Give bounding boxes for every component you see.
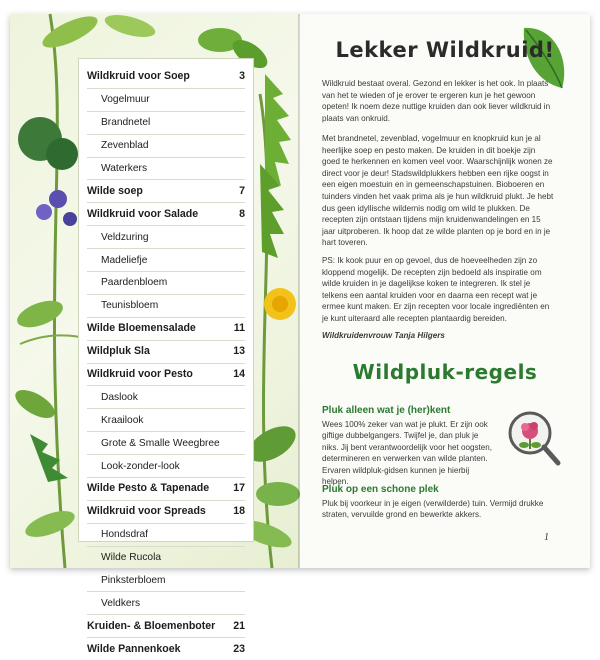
intro-paragraph-1: Wildkruid bestaat overal. Gezond en lekker is het ook. In plaats van het te wieden of je erover te ergeren kun je het gewoon opeten! Ik noem deze nuttige kruiden dan ook liever wildkruid in plaats van onkruid.	[322, 79, 551, 123]
page-number: 1	[544, 532, 549, 543]
toc-entry	[87, 271, 245, 294]
table-of-contents	[78, 58, 254, 655]
toc-entry	[87, 569, 245, 592]
open-booklet	[10, 14, 590, 655]
toc-entry-title: Pinksterbloem	[101, 575, 166, 587]
right-page	[300, 14, 590, 568]
toc-entry-title: Wilde Bloemensalade	[87, 322, 196, 335]
toc-entry-title: Wilde Rucola	[101, 552, 162, 564]
toc-entry-page: 23	[233, 642, 245, 655]
toc-entry-title: Wilde Pesto & Tapenade	[87, 482, 210, 495]
toc-entry-page: 21	[233, 619, 245, 632]
toc-entry	[87, 637, 245, 660]
toc-entry	[87, 248, 245, 271]
toc-entry	[87, 408, 245, 431]
toc-entry	[87, 111, 245, 134]
toc-entry-title: Vogelmuur	[101, 94, 150, 106]
toc-entry	[87, 317, 245, 340]
toc-entry	[87, 500, 245, 523]
left-page	[10, 14, 300, 655]
toc-entry-title: Waterkers	[101, 163, 148, 174]
toc-entry	[87, 66, 245, 88]
toc-entry-page: 7	[239, 184, 245, 197]
toc-entry-title: Wildkruid voor Pesto	[87, 368, 193, 381]
author-signature: Wildkruidenvrouw Tanja Hilgers	[322, 331, 445, 340]
toc-entry-page: 8	[239, 207, 245, 220]
intro-paragraph-2: Met brandnetel, zevenblad, vogelmuur en knopkruid kun je al heerlijke soep en pesto maken. De kruiden in dit boekje zijn goed te herkennen en komen veel voor. Waarschijnlijk wonen ze direct voor je deur! Stadswildplukkers hebben een rijke oogst in een eigen moestuin en in gemeenschapstuinen. Bioboeren en tuinders vinden het vaak prima als je hun wildkruid plukt. Je hebt dus geen idyllische wildernis nodig om wild te plukken. De recepten zijn ontstaan tijdens mijn kruidenwandelingen en 15 jaar uitproberen. Ik hoop dat ze wilde planten op je bord en in je hart toveren.	[322, 134, 554, 248]
toc-entry	[87, 385, 245, 408]
toc-entry-title: Look-zonder-look	[101, 460, 180, 472]
toc-entry-title: Daslook	[101, 391, 138, 403]
toc-entry	[87, 591, 245, 614]
magnifier-clover-icon	[500, 407, 562, 469]
rule-heading-1: Pluk alleen wat je (her)kent	[322, 405, 451, 416]
toc-entry-title: Zevenblad	[101, 140, 149, 152]
toc-entry-page: 18	[233, 505, 245, 518]
toc-entry	[87, 157, 245, 180]
toc-entry-title: Wilde soep	[87, 184, 143, 197]
toc-entry-page: 3	[239, 70, 245, 83]
toc-entry-title: Paardenbloem	[101, 277, 168, 289]
toc-entry-title: Veldkers	[101, 597, 141, 609]
intro-title: Lekker Wildkruid!	[335, 38, 555, 62]
toc-entry-page: 13	[233, 345, 245, 358]
rule-text-2: Pluk bij voorkeur in je eigen (verwilderde) tuin. Vermijd drukke straten, vervuilde grond en bewerkte akkers.	[322, 499, 544, 520]
toc-entry-page: 14	[233, 368, 245, 381]
toc-entry	[87, 340, 245, 363]
toc-entry	[87, 431, 245, 454]
toc-entry	[87, 134, 245, 157]
rules-title: Wildpluk-regels	[352, 360, 538, 384]
toc-entry-title: Grote & Smalle Weegbree	[101, 437, 220, 449]
toc-entry-title: Wildkruid voor Soep	[87, 70, 190, 83]
toc-entry	[87, 294, 245, 317]
toc-entry	[87, 614, 245, 637]
toc-entry-title: Madeliefje	[101, 254, 148, 266]
toc-entry-title: Hondsdraf	[101, 529, 149, 541]
toc-entry-title: Veldzuring	[101, 231, 149, 243]
intro-paragraph-3: PS: Ik kook puur en op gevoel, dus de hoeveelheden zijn zo kloppend mogelijk. De recepten zijn bedoeld als inspiratie om wilde kruiden in je dagelijkse koken te integreren. Ik stel je telkens een aantal kruiden voor en daarna een recept wat je ermee kunt maken. Er zijn recepten voor locale ingrediënten en je kunt uiteraard alle recepten plantaardig bereiden.	[322, 256, 550, 323]
rule-text-1: Wees 100% zeker van wat je plukt. Er zijn ook giftige dubbelgangers. Twijfel je, dan pluk je niks. Jij bent verantwoordelijk voor het oogsten, determineren en verwerken van wilde planten. Ervaren wildpluk-gidsen kunnen je hierbij helpen.	[322, 420, 493, 487]
toc-entry	[87, 179, 245, 202]
toc-entry	[87, 546, 245, 569]
toc-entry	[87, 477, 245, 500]
toc-entry-title: Wilde Pannenkoek	[87, 642, 181, 655]
toc-entry	[87, 363, 245, 386]
toc-entry-title: Brandnetel	[101, 117, 151, 129]
toc-entry-page: 11	[233, 322, 245, 335]
toc-entry-title: Wildkruid voor Spreads	[87, 505, 206, 518]
toc-entry-title: Wildpluk Sla	[87, 345, 150, 358]
toc-entry	[87, 88, 245, 111]
toc-entry	[87, 523, 245, 546]
toc-entry	[87, 454, 245, 477]
toc-entry-title: Wildkruid voor Salade	[87, 207, 199, 220]
toc-entry-title: Kruiden- & Bloemenboter	[87, 619, 216, 632]
toc-entry-title: Kraailook	[101, 414, 144, 426]
rule-heading-2: Pluk op een schone plek	[322, 484, 439, 495]
toc-entry	[87, 202, 245, 225]
toc-entry-page: 17	[233, 482, 245, 495]
toc-entry	[87, 225, 245, 248]
toc-entry-title: Teunisbloem	[101, 300, 159, 312]
